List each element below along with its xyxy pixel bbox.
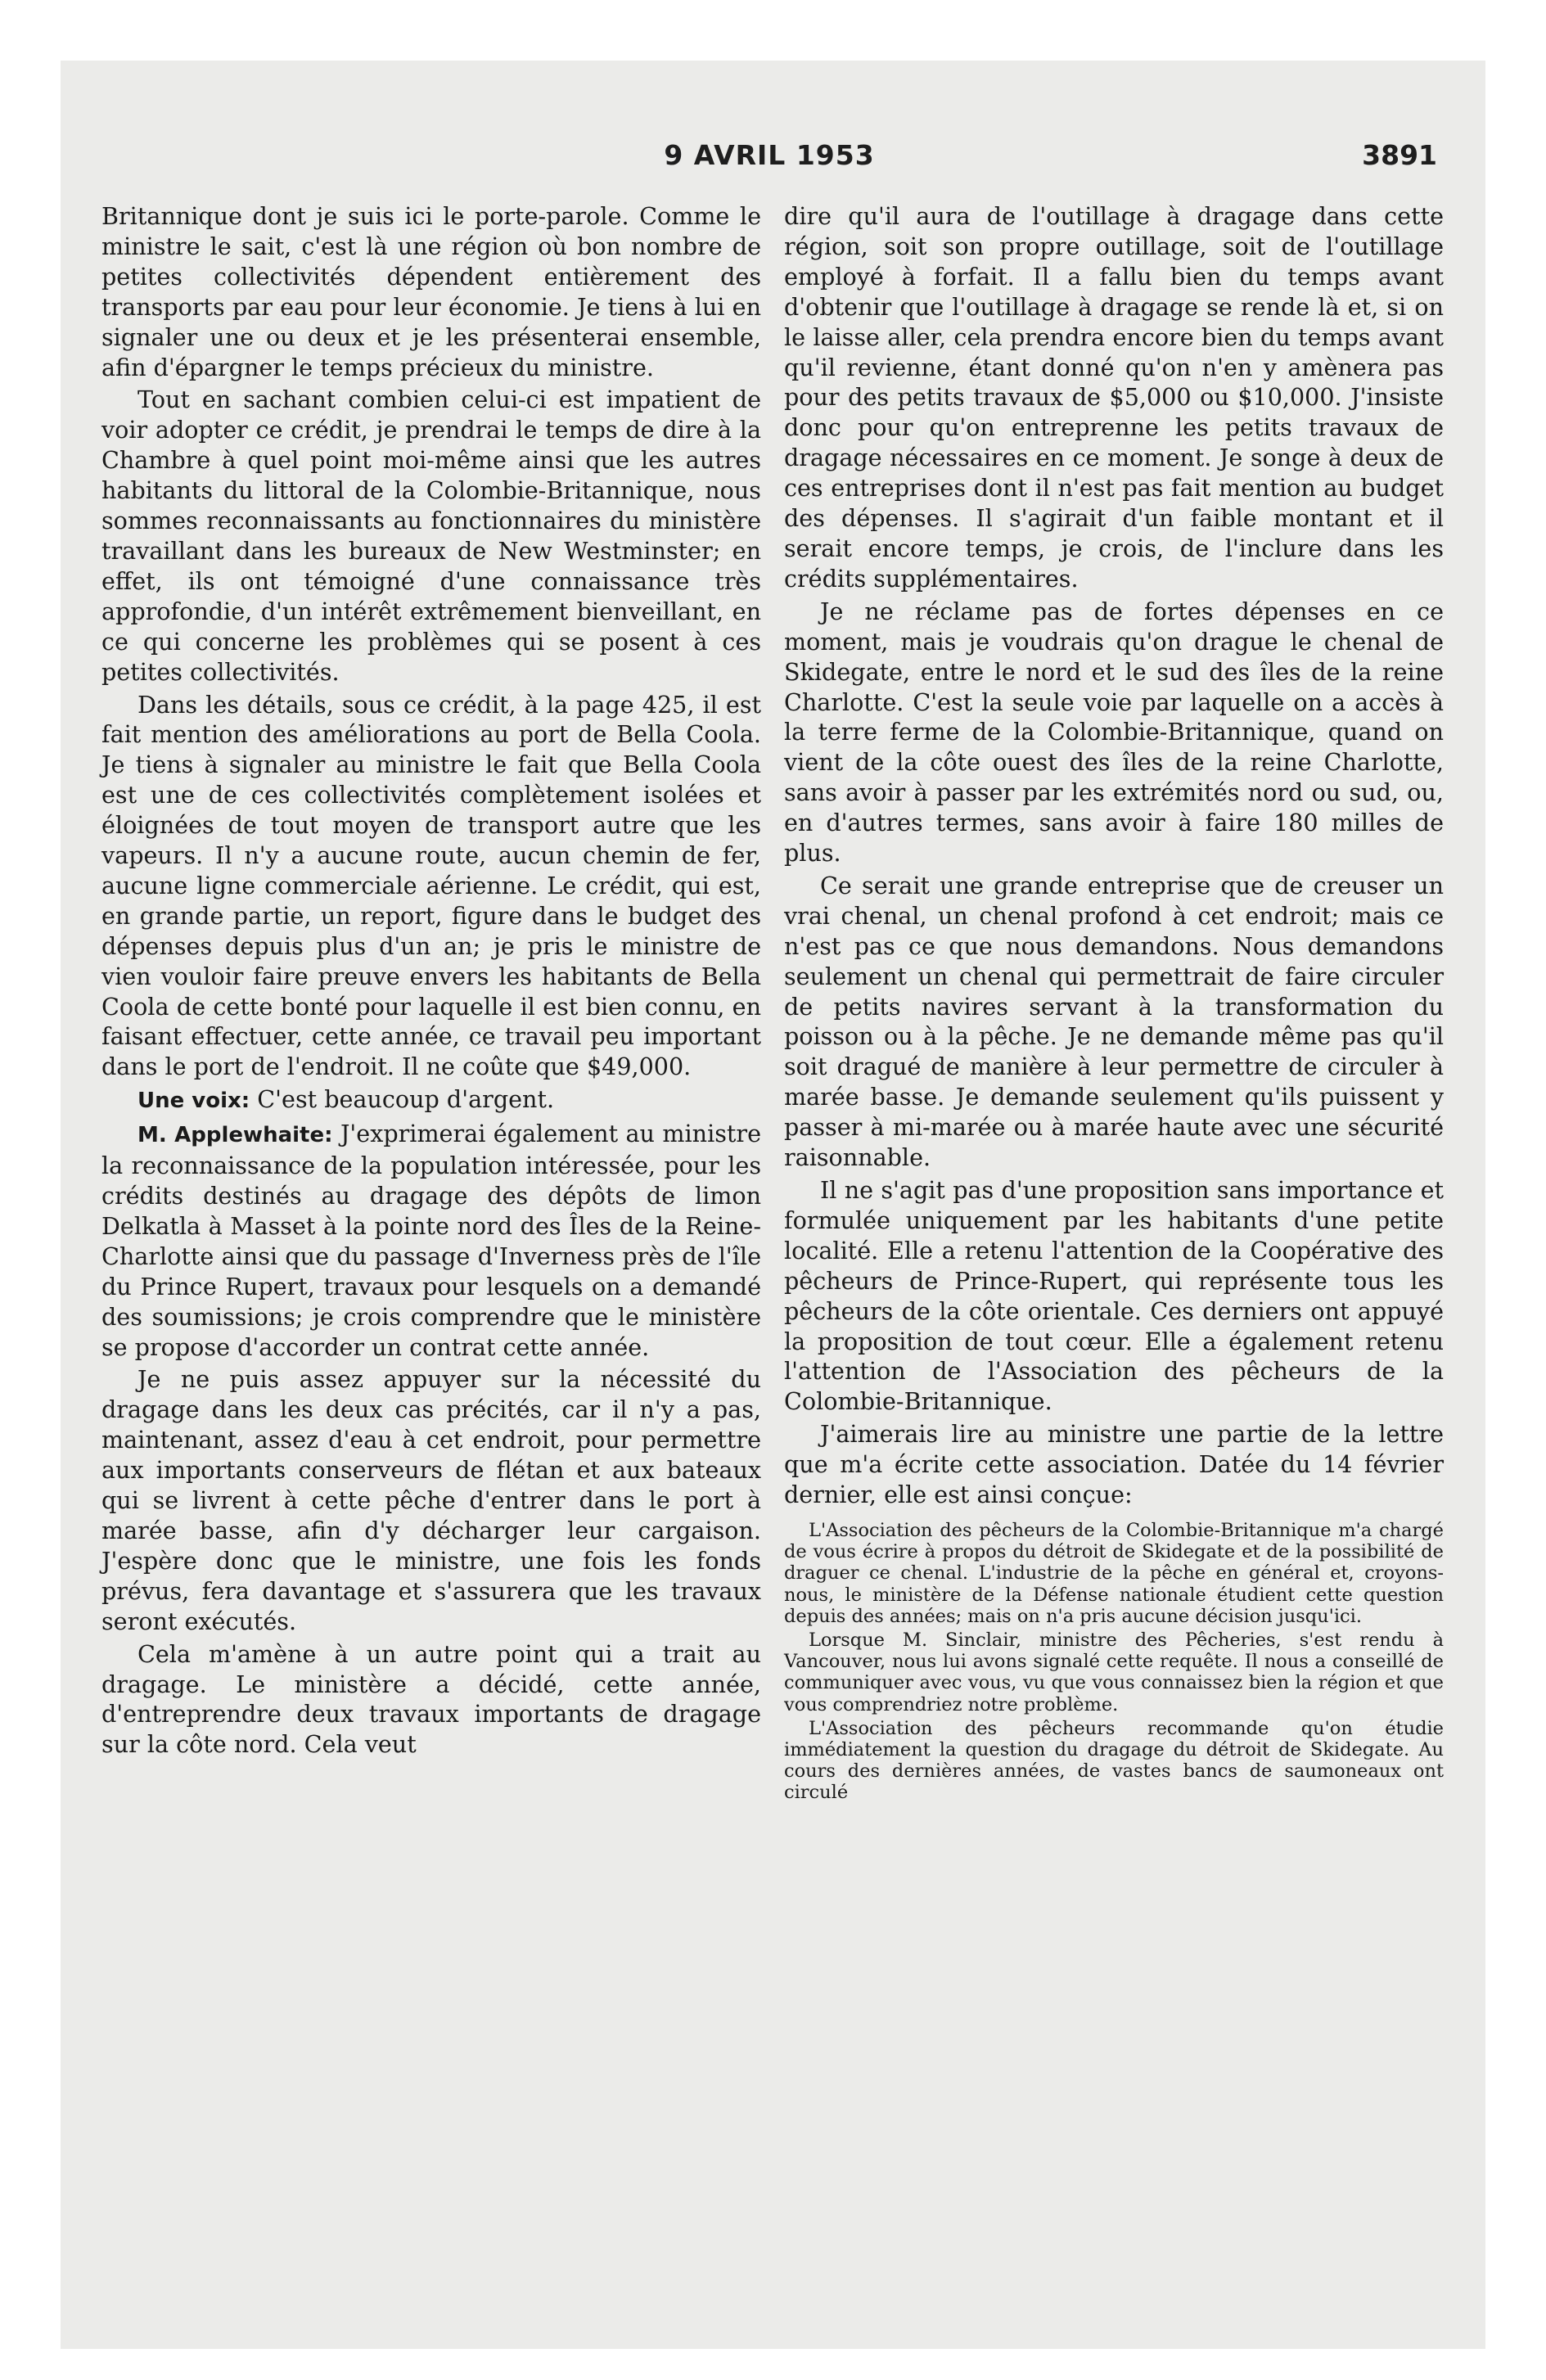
paragraph: Je ne réclame pas de fortes dépenses en ce moment, mais je voudrais qu'on drague le chenal de Skidegate, entre le nord et le sud des îles de la reine Charlotte. C'est la seule voie par laquelle on a accès à la terre ferme de la Colombie-Britannique, quand on vient de la côte ouest des îles de la reine Charlotte, sans avoir à passer par les extrémités nord ou sud, ou, en d'autres termes, sans avoir à faire 180 milles de plus. xyxy=(784,597,1444,868)
paragraph: Britannique dont je suis ici le porte-parole. Comme le ministre le sait, c'est là une région où bon nombre de petites collectivités dépendent entièrement des transports par eau pour leur économie. Je tiens à lui en signaler une ou deux et je les présenterai ensemble, afin d'épargner le temps précieux du ministre. xyxy=(101,202,761,381)
speech-text: C'est beaucoup d'argent. xyxy=(257,1085,555,1114)
speech-text: J'exprimerai également au ministre la reconnaissance de la population intéressée, pour les crédits destinés au dragage des dépôts de limon Delkatla à Masset à la pointe nord des Îles de la Reine-Charlotte ainsi que du passage d'Inverness près de l'île du Prince Rupert, travaux pour lesquels on a demandé des soumissions; je crois comprendre que le ministère se propose d'accorder un contrat cette année. xyxy=(101,1120,761,1361)
paragraph: J'aimerais lire au ministre une partie de la lettre que m'a écrite cette association. Datée du 14 février dernier, elle est ainsi conçue: xyxy=(784,1420,1444,1509)
quote-paragraph: L'Association des pêcheurs recommande qu'on étudie immédiatement la question du dragage du détroit de Skidegate. Au cours des dernières années, de vastes bancs de saumoneaux ont circulé xyxy=(784,1717,1444,1804)
right-column xyxy=(784,201,1444,1804)
page-number: 3891 xyxy=(1362,139,1437,171)
header-date: 9 AVRIL 1953 xyxy=(664,139,875,171)
paragraph: Je ne puis assez appuyer sur la nécessité du dragage dans les deux cas précités, car il n'y a pas, maintenant, assez d'eau à cet endroit, pour permettre aux importants conserveurs de flétan et aux bateaux qui se livrent à cette pêche d'entrer dans le port à marée basse, afin d'y décharger leur cargaison. J'espère donc que le ministre, une fois les fonds prévus, fera davantage et s'assurera que les travaux seront exécutés. xyxy=(101,1365,761,1635)
left-column xyxy=(101,201,761,1760)
speaker-name: Une voix: xyxy=(137,1089,250,1114)
quoted-letter xyxy=(784,1520,1444,1804)
speaker-name: M. Applewhaite: xyxy=(137,1123,333,1148)
paragraph: Il ne s'agit pas d'une proposition sans importance et formulée uniquement par les habitants d'une petite localité. Elle a retenu l'attention de la Coopérative des pêcheurs de Prince-Rupert, qui représente tous les pêcheurs de la côte orientale. Ces derniers ont appuyé la proposition de tout cœur. Elle a également retenu l'attention de l'Association des pêcheurs de la Colombie-Britannique. xyxy=(784,1176,1444,1416)
quote-paragraph: L'Association des pêcheurs de la Colombie-Britannique m'a chargé de vous écrire à propos du détroit de Skidegate et de la possibilité de draguer ce chenal. L'industrie de la pêche en général et, croyons-nous, le ministère de la Défense nationale étudient cette question depuis des années; mais on n'a pris aucune décision jusqu'ici. xyxy=(784,1519,1444,1627)
paragraph xyxy=(101,1119,761,1362)
paragraph: Ce serait une grande entreprise que de creuser un vrai chenal, un chenal profond à cet endroit; mais ce n'est pas ce que nous demandons. Nous demandons seulement un chenal qui permettrait de faire circuler de petits navires servant à la transformation du poisson ou à la pêche. Je ne demande même pas qu'il soit dragué de manière à leur permettre de circuler à marée basse. Je demande seulement qu'ils puissent y passer à mi-marée ou à marée haute avec une sécurité raisonnable. xyxy=(784,871,1444,1172)
paragraph xyxy=(101,1084,761,1116)
quote-paragraph: Lorsque M. Sinclair, ministre des Pêcheries, s'est rendu à Vancouver, nous lui avons signalé cette requête. Il nous a conseillé de communiquer avec vous, vu que vous connaissez bien la région et que vous comprendriez notre problème. xyxy=(784,1629,1444,1715)
page-header xyxy=(101,139,1437,180)
paragraph: Tout en sachant combien celui-ci est impatient de voir adopter ce crédit, je prendrai le temps de dire à la Chambre à quel point moi-même ainsi que les autres habitants du littoral de la Colombie-Britannique, nous sommes reconnaissants au fonctionnaires du ministère travaillant dans les bureaux de New Westminster; en effet, ils ont témoigné d'une connaissance très approfondie, d'un intérêt extrêmement bienveillant, en ce qui concerne les problèmes qui se posent à ces petites collectivités. xyxy=(101,385,761,686)
paragraph: Dans les détails, sous ce crédit, à la page 425, il est fait mention des améliorations au port de Bella Coola. Je tiens à signaler au ministre le fait que Bella Coola est une de ces collectivités complètement isolées et éloignées de tout moyen de transport autre que les vapeurs. Il n'y a aucune route, aucun chemin de fer, aucune ligne commerciale aérienne. Le crédit, qui est, en grande partie, un report, figure dans le budget des dépenses depuis plus d'un an; je pris le ministre de vien vouloir faire preuve envers les habitants de Bella Coola de cette bonté pour laquelle il est bien connu, en faisant effectuer, cette année, ce travail peu important dans le port de l'endroit. Il ne coûte que $49,000. xyxy=(101,690,761,1081)
paragraph: Cela m'amène à un autre point qui a trait au dragage. Le ministère a décidé, cette année, d'entreprendre deux travaux importants de dragage sur la côte nord. Cela veut xyxy=(101,1639,761,1759)
paragraph: dire qu'il aura de l'outillage à dragage dans cette région, soit son propre outillage, soit de l'outillage employé à forfait. Il a fallu bien du temps avant d'obtenir que l'outillage à dragage se rende là et, si on le laisse aller, cela prendra encore bien du temps avant qu'il revienne, étant donné qu'on n'en y amènera pas pour des petits travaux de $5,000 ou $10,000. J'insiste donc pour qu'on entreprenne les petits travaux de dragage nécessaires en ce moment. Je songe à deux de ces entreprises dont il n'est pas fait mention au budget des dépenses. Il s'agirait d'un faible montant et il serait encore temps, je crois, de l'inclure dans les crédits supplémentaires. xyxy=(784,202,1444,593)
